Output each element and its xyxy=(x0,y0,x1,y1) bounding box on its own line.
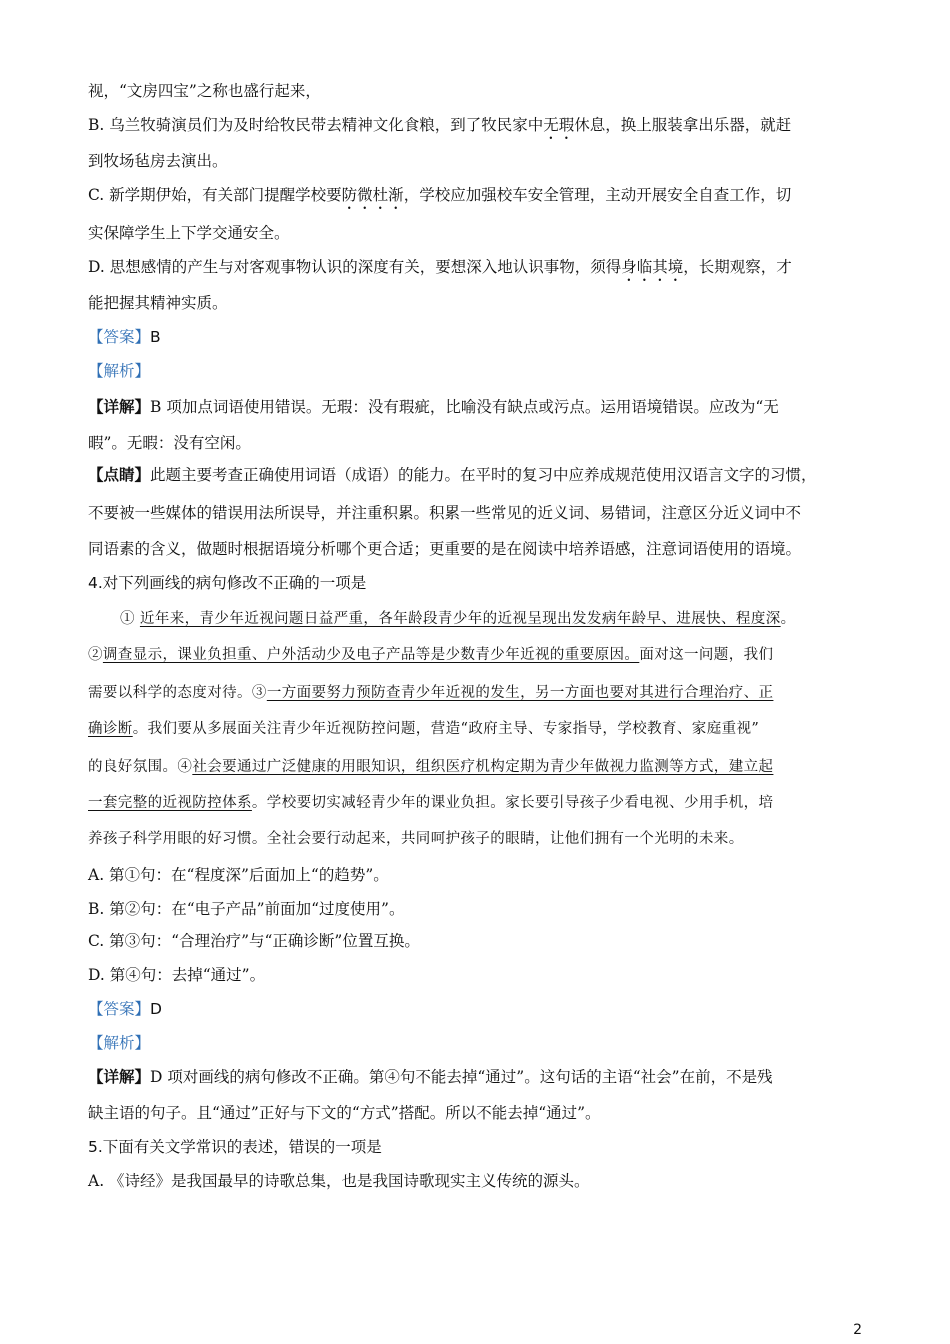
text-line xyxy=(88,538,870,560)
text-line xyxy=(88,80,870,102)
underlined-sentence: 一方面要努力预防查青少年近视的发生，另一方面也要对其进行合理治疗、正 xyxy=(266,685,774,701)
option-d xyxy=(88,256,870,285)
text: 此题主要考查正确使用词语（成语）的能力。在平时的复习中应养成规范使用汉语言文字的习惯， xyxy=(150,466,817,484)
detail-tag: 【详解】 xyxy=(88,1067,151,1086)
answer-tag: 【答案】 xyxy=(88,328,151,346)
dotted-word: 身临其境 xyxy=(621,258,684,276)
text: 面对这一问题，我们 xyxy=(639,647,774,663)
text: B. 乌兰牧骑演员们为及时给牧民带去精神文化食粮，到了牧民家中 xyxy=(88,116,544,134)
comment-line xyxy=(88,464,870,486)
text: 休息，换上服装拿出乐器，就赶 xyxy=(574,116,792,134)
answer-value: D xyxy=(150,1000,162,1018)
option-a xyxy=(88,1170,870,1192)
text-line xyxy=(88,150,870,172)
option-b xyxy=(88,114,870,143)
option-a xyxy=(88,864,870,886)
text: D 项对画线的病句修改不正确。第④句不能去掉“通过”。这句话的主语“社会”在前，不是残 xyxy=(150,1068,773,1086)
text: 缺主语的句子。且“通过”正好与下文的“方式”搭配。所以不能去掉“通过”。 xyxy=(88,1104,601,1122)
text: C. 第③句：“合理治疗”与“正确诊断”位置互换。 xyxy=(88,932,420,950)
text: 的良好氛围。④ xyxy=(88,759,193,775)
text-line xyxy=(88,292,870,314)
question-text: 对下列画线的病句修改不正确的一项是 xyxy=(102,574,367,592)
dotted-word: 无瑕 xyxy=(543,116,575,134)
underlined-sentence: 确诊断 xyxy=(88,721,133,737)
underlined-sentence: 近年来，青少年近视问题日益严重，各年龄段青少年的近视呈现出发发病年龄早、进展快、程度深 xyxy=(139,611,781,627)
comment-tag: 【点睛】 xyxy=(88,465,151,484)
detail-tag: 【详解】 xyxy=(88,397,151,416)
text: A. 《诗经》是我国最早的诗歌总集，也是我国诗歌现实主义传统的源头。 xyxy=(88,1172,590,1190)
text: D. 思想感情的产生与对客观事物认识的深度有关，要想深入地认识事物，须得 xyxy=(88,258,622,276)
analysis-tag: 【解析】 xyxy=(88,362,151,380)
question-text: 下面有关文学常识的表述，错误的一项是 xyxy=(102,1138,382,1156)
passage-line xyxy=(120,608,870,630)
option-b xyxy=(88,898,870,920)
text: 养孩子科学用眼的好习惯。全社会要行动起来，共同呵护孩子的眼睛，让他们拥有一个光明的未来。 xyxy=(88,831,744,847)
text-line xyxy=(88,222,870,244)
option-c xyxy=(88,930,870,952)
passage-line xyxy=(88,718,870,740)
question-5 xyxy=(88,1136,870,1158)
text-line xyxy=(88,1102,870,1124)
answer-line xyxy=(88,998,870,1020)
underlined-sentence: 社会要通过广泛健康的用眼知识，组织医疗机构定期为青少年做视力监测等方式，建立起 xyxy=(192,759,774,775)
page-number: 2 xyxy=(853,1322,862,1338)
question-number: 4. xyxy=(88,574,103,592)
text: B 项加点词语使用错误。无瑕：没有瑕疵，比喻没有缺点或污点。运用语境错误。应改为“无 xyxy=(150,398,779,416)
passage-line xyxy=(88,792,870,814)
underlined-sentence: 一套完整的近视防控体系 xyxy=(88,795,252,811)
text: B. 第②句：在“电子产品”前面加“过度使用”。 xyxy=(88,900,405,918)
text: 同语素的含义，做题时根据语境分析哪个更合适；更重要的是在阅读中培养语感，注意词语使用的语境。 xyxy=(88,540,802,558)
question-number: 5. xyxy=(88,1138,103,1156)
text: ，长期观察，才 xyxy=(683,258,792,276)
analysis-tag-line xyxy=(88,360,870,382)
text: 视，“文房四宝”之称也盛行起来， xyxy=(88,82,321,100)
text: 暇”。无暇：没有空闲。 xyxy=(88,434,251,452)
passage-line xyxy=(88,828,870,850)
answer-line xyxy=(88,326,870,348)
passage-line xyxy=(88,756,870,778)
text: A. 第①句：在“程度深”后面加上“的趋势”。 xyxy=(88,866,389,884)
passage-line xyxy=(88,682,870,704)
text: 实保障学生上下学交通安全。 xyxy=(88,224,290,242)
detail-line xyxy=(88,1066,870,1088)
text-line xyxy=(88,432,870,454)
text: C. 新学期伊始，有关部门提醒学校要 xyxy=(88,186,342,204)
option-d xyxy=(88,964,870,986)
text: ，学校应加强校车安全管理，主动开展安全自查工作，切 xyxy=(403,186,792,204)
text: D. 第④句：去掉“通过”。 xyxy=(88,966,266,984)
text: 能把握其精神实质。 xyxy=(88,294,228,312)
text: ① xyxy=(120,611,140,627)
text: 到牧场毡房去演出。 xyxy=(88,152,228,170)
question-4 xyxy=(88,572,870,594)
underlined-sentence: 调查显示，课业负担重、户外活动少及电子产品等是少数青少年近视的重要原因。 xyxy=(102,647,640,663)
detail-line xyxy=(88,396,870,418)
text: 。学校要切实减轻青少年的课业负担。家长要引导孩子少看电视、少用手机，培 xyxy=(251,795,774,811)
text: 。 xyxy=(780,611,796,627)
text: 不要被一些媒体的错误用法所误导，并注重积累。积累一些常见的近义词、易错词，注意区分近义词中不 xyxy=(88,504,802,522)
text: ② xyxy=(88,647,103,663)
text-line xyxy=(88,502,870,524)
dotted-word: 防微杜渐 xyxy=(341,186,404,204)
analysis-tag: 【解析】 xyxy=(88,1034,151,1052)
answer-tag: 【答案】 xyxy=(88,1000,151,1018)
answer-value: B xyxy=(150,328,161,346)
option-c xyxy=(88,184,870,213)
text: 。我们要从多展面关注青少年近视防控问题，营造“政府主导、专家指导，学校教育、家庭重视” xyxy=(132,721,760,737)
passage-line xyxy=(88,644,870,666)
text: 需要以科学的态度对待。③ xyxy=(88,685,267,701)
analysis-tag-line xyxy=(88,1032,870,1054)
